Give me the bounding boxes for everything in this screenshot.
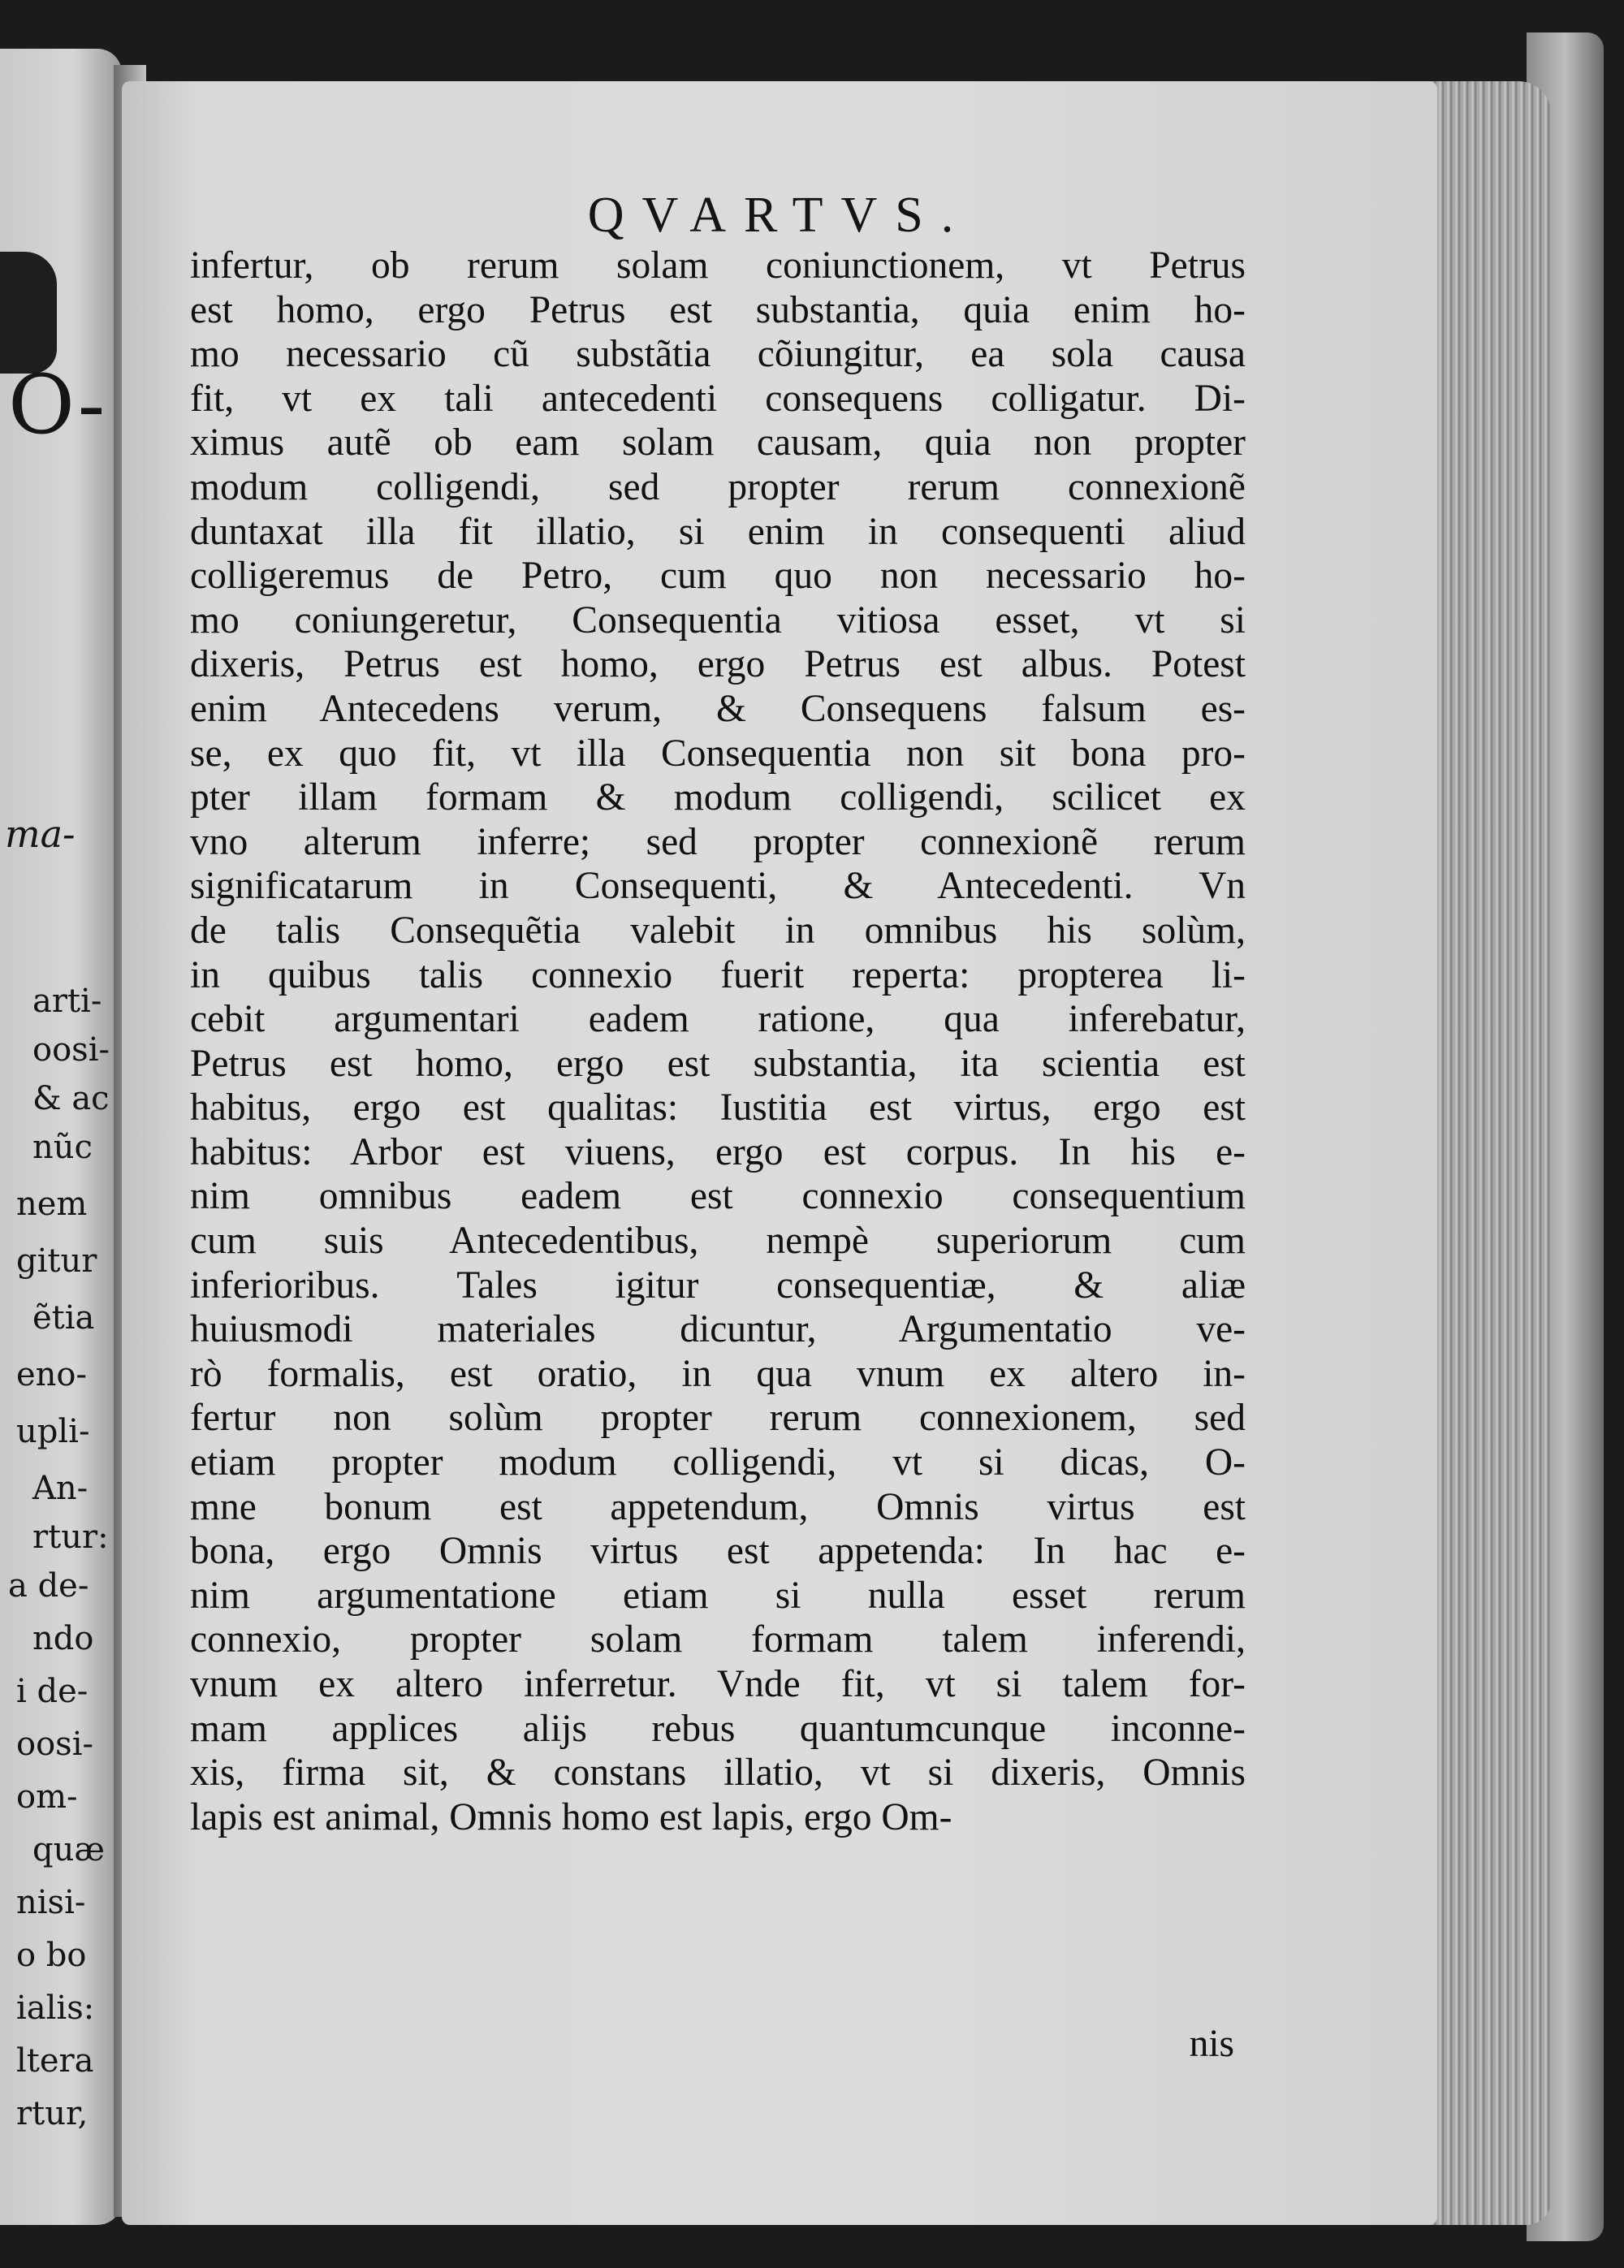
text-line: etiam propter modum colligendi, vt si dicas, O- — [190, 1441, 1246, 1484]
left-page-fragment: oosi- — [32, 1031, 110, 1069]
left-page-fragment: upli- — [16, 1413, 90, 1450]
text-line: fertur non solùm propter rerum connexionem, sed — [190, 1397, 1246, 1440]
left-page-fragment: rtur, — [16, 2095, 89, 2132]
page-stack-edge — [1429, 81, 1551, 2225]
left-page-fragment: & ac — [32, 1080, 110, 1117]
left-page-fragment: ẽtia — [32, 1299, 95, 1337]
text-line: fit, vt ex tali antecedenti consequens colligatur. Di- — [190, 377, 1246, 420]
text-line: significatarum in Consequenti, & Antecedenti. Vn — [190, 865, 1246, 908]
text-line: inferioribus. Tales igitur consequentiæ, & aliæ — [190, 1264, 1246, 1307]
text-line: dixeris, Petrus est homo, ergo Petrus est albus. Potest — [190, 643, 1246, 686]
left-page-fragment: quæ — [32, 1831, 105, 1868]
text-line: lapis est animal, Omnis homo est lapis, ergo Om- — [190, 1795, 952, 1838]
left-page-fragment: i de- — [16, 1673, 89, 1710]
text-line: infertur, ob rerum solam coniunctionem, vt Petrus — [190, 244, 1246, 287]
text-line: connexio, propter solam formam talem inferendi, — [190, 1618, 1246, 1661]
text-line: cum suis Antecedentibus, nempè superiorum cum — [190, 1220, 1246, 1263]
left-page-fragment: o bo — [16, 1937, 87, 1974]
text-line: se, ex quo fit, vt illa Consequentia non sit bona pro- — [190, 732, 1246, 775]
text-line: xis, firma sit, & constans illatio, vt si dixeris, Omnis — [190, 1752, 1246, 1795]
left-page-fragment: eno- — [16, 1356, 88, 1393]
left-page-fragment: O- — [8, 357, 106, 452]
text-line: Petrus est homo, ergo est substantia, ita scientia est — [190, 1042, 1246, 1085]
catchword: nis — [1189, 2023, 1234, 2065]
left-page-fragment: arti- — [32, 983, 102, 1020]
text-line: cebit argumentari eadem ratione, qua inferebatur, — [190, 998, 1246, 1041]
text-line: mne bonum est appetendum, Omnis virtus est — [190, 1485, 1246, 1528]
left-page-fragment: ndo — [32, 1620, 94, 1657]
text-line: habitus, ergo est qualitas: Iustitia est virtus, ergo est — [190, 1086, 1246, 1130]
text-line: mam applices alijs rebus quantumcunque inconne- — [190, 1707, 1246, 1750]
text-line: vno alterum inferre; sed propter connexionẽ rerum — [190, 820, 1246, 863]
left-page-fragment: nem — [16, 1186, 88, 1223]
left-page-fragment: ialis: — [16, 1989, 95, 2027]
left-page-fragment: ltera — [16, 2042, 94, 2080]
text-line: huiusmodi materiales dicuntur, Argumentatio ve- — [190, 1308, 1246, 1351]
body-text — [190, 244, 1246, 1839]
text-line: in quibus talis connexio fuerit reperta: propterea li- — [190, 953, 1246, 996]
text-line: mo coniungeretur, Consequentia vitiosa esset, vt si — [190, 598, 1246, 642]
text-line: est homo, ergo Petrus est substantia, quia enim ho- — [190, 288, 1246, 331]
text-line: de talis Consequẽtia valebit in omnibus his solùm, — [190, 909, 1246, 952]
running-head: QVARTVS. — [587, 188, 972, 243]
text-line: ximus autẽ ob eam solam causam, quia non propter — [190, 421, 1246, 464]
book-page — [122, 81, 1437, 2225]
left-page-fragment: nisi- — [16, 1884, 86, 1921]
text-line: nim argumentatione etiam si nulla esset rerum — [190, 1574, 1246, 1617]
left-page-fragment: gitur — [16, 1242, 97, 1280]
left-page-fragment: nũc — [32, 1129, 93, 1166]
text-line: nim omnibus eadem est connexio consequentium — [190, 1175, 1246, 1218]
text-line: colligeremus de Petro, cum quo non necessario ho- — [190, 555, 1246, 598]
text-line: bona, ergo Omnis virtus est appetenda: In hac e- — [190, 1530, 1246, 1573]
text-line: vnum ex altero inferretur. Vnde fit, vt si talem for- — [190, 1663, 1246, 1705]
left-page-fragment: ma- — [5, 812, 76, 856]
decorative-initial-fragment — [0, 252, 57, 374]
text-line: enim Antecedens verum, & Consequens falsum es- — [190, 687, 1246, 730]
left-page-fragment: om- — [16, 1778, 78, 1816]
text-line: modum colligendi, sed propter rerum connexionẽ — [190, 465, 1246, 508]
left-page-fragment: oosi- — [16, 1726, 93, 1763]
text-line: rò formalis, est oratio, in qua vnum ex altero in- — [190, 1352, 1246, 1395]
left-page-fragment: rtur: — [32, 1518, 109, 1556]
text-line: habitus: Arbor est viuens, ergo est corpus. In his e- — [190, 1130, 1246, 1173]
facing-page-fragment — [0, 49, 122, 2225]
text-line: duntaxat illa fit illatio, si enim in consequenti aliud — [190, 510, 1246, 553]
text-line: mo necessario cũ substãtia cõiungitur, ea sola causa — [190, 333, 1246, 376]
left-page-fragment: a de- — [8, 1567, 89, 1605]
text-line: pter illam formam & modum colligendi, scilicet ex — [190, 776, 1246, 819]
left-page-fragment: An- — [32, 1470, 89, 1507]
